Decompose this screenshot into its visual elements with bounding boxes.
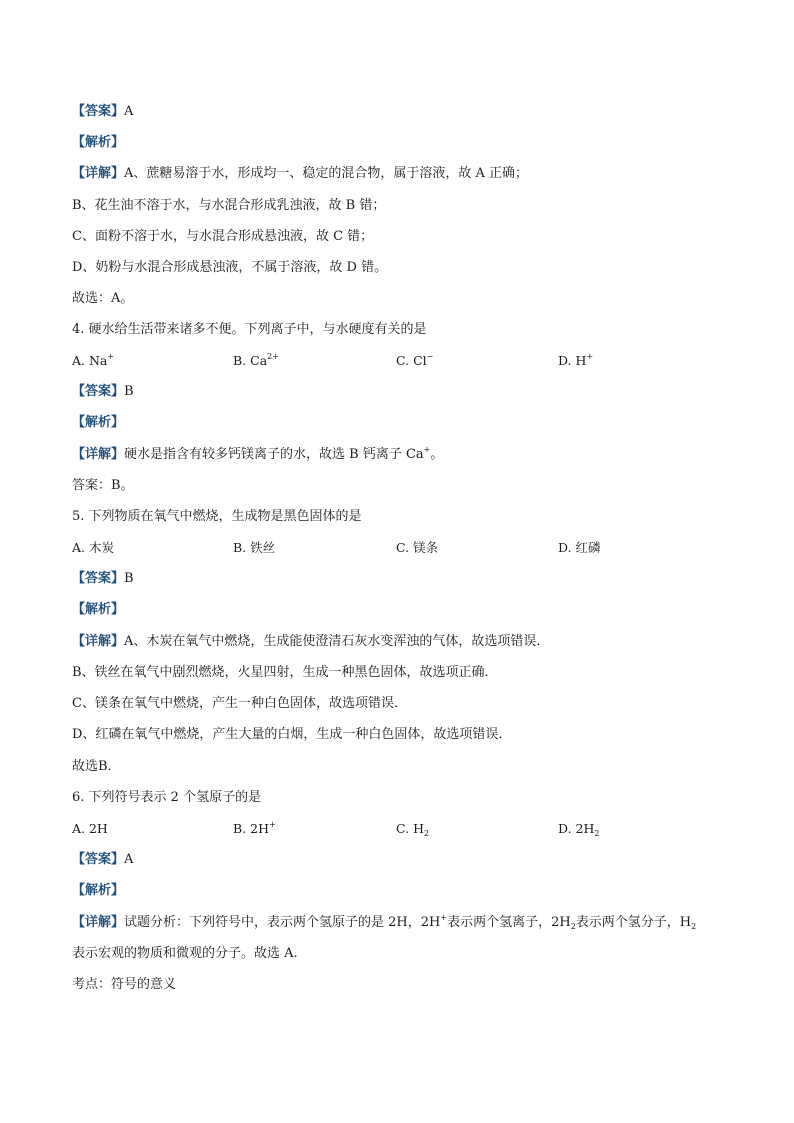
answer-value: A <box>124 852 134 867</box>
q6-option-d <box>558 820 599 838</box>
q4-conclusion: 答案：B。 <box>72 478 134 493</box>
q5-detail-d: D、红磷在氧气中燃烧，产生大量的白烟，生成一种白色固体，故选项错误． <box>72 727 512 742</box>
q5-option-c: C. 镁条 <box>396 540 439 555</box>
q3-answer-line <box>72 103 133 121</box>
q5-detail-b: B、铁丝在氧气中剧烈燃烧，火星四射，生成一种黑色固体，故选项正确． <box>72 665 498 680</box>
q4-analysis-heading <box>72 414 124 432</box>
q5-analysis-heading <box>72 601 124 619</box>
answer-value: B <box>124 384 134 399</box>
q3-analysis-heading <box>72 134 124 152</box>
q4-option-c <box>396 352 433 370</box>
superscript: 2+ <box>267 352 279 361</box>
q4-option-a <box>72 352 114 370</box>
superscript: − <box>426 352 434 361</box>
q6-detail-line1 <box>72 914 696 932</box>
answer-tag: 【答案】 <box>72 852 125 867</box>
answer-tag: 【答案】 <box>72 104 125 119</box>
q6-option-b <box>233 820 276 838</box>
superscript: + <box>440 913 448 922</box>
q5-detail-a <box>72 633 549 651</box>
detail-text: 硬水是指含有较多钙镁离子的水，故选 B 钙离子 Ca <box>124 447 424 462</box>
q4-answer-line <box>72 383 134 401</box>
option-text: D. 2H <box>558 821 595 836</box>
q6-option-a: A. 2H <box>72 821 108 836</box>
q5-conclusion: 故选B． <box>72 759 121 774</box>
q5-stem: 5. 下列物质在氧气中燃烧，生成物是黑色固体的是 <box>72 509 362 524</box>
answer-value: A <box>124 104 134 119</box>
q3-detail-d: D、奶粉与水混合形成悬浊液，不属于溶液，故 D 错。 <box>72 260 388 275</box>
q5-option-a: A. 木炭 <box>72 540 114 555</box>
option-text: C. Cl <box>396 353 427 368</box>
detail-tag: 【详解】 <box>72 634 125 649</box>
q6-detail-line2: 表示宏观的物质和微观的分子。故选 A. <box>72 946 298 961</box>
detail-end: 。 <box>430 447 444 462</box>
detail-text: 表示两个氢分子，H <box>575 915 692 930</box>
answer-tag: 【答案】 <box>72 384 125 399</box>
answer-tag: 【答案】 <box>72 571 125 586</box>
analysis-tag: 【解析】 <box>72 415 125 430</box>
detail-text: 试题分析：下列符号中，表示两个氢原子的是 2H，2H <box>124 915 441 930</box>
option-text: A. Na <box>72 353 108 368</box>
superscript: + <box>269 820 276 829</box>
option-text: B. 2H <box>233 821 269 836</box>
option-text: C. H <box>396 821 424 836</box>
option-text: B. Ca <box>233 353 268 368</box>
q3-detail-b: B、花生油不溶于水，与水混合形成乳浊液，故 B 错； <box>72 198 386 213</box>
detail-tag: 【详解】 <box>72 447 125 462</box>
q6-option-c <box>396 820 429 838</box>
superscript: + <box>107 352 115 361</box>
q6-stem: 6. 下列符号表示 2 个氢原子的是 <box>72 790 262 805</box>
analysis-tag: 【解析】 <box>72 135 125 150</box>
detail-text: 表示两个氢离子，2H <box>447 915 571 930</box>
q4-stem: 4. 硬水给生活带来诸多不便。下列离子中，与水硬度有关的是 <box>72 322 427 337</box>
q6-analysis-heading <box>72 882 124 900</box>
q3-detail-a <box>72 165 528 183</box>
answer-value: B <box>124 571 134 586</box>
subscript: 2 <box>594 829 600 838</box>
q4-option-b <box>233 352 279 370</box>
subscript: 2 <box>423 829 430 838</box>
subscript: 2 <box>691 922 697 931</box>
subscript: 2 <box>570 922 576 931</box>
q4-option-d <box>558 352 593 370</box>
superscript: + <box>586 352 594 361</box>
detail-tag: 【详解】 <box>72 915 125 930</box>
q6-answer-line <box>72 851 133 869</box>
q3-conclusion: 故选：A。 <box>72 291 134 306</box>
q5-answer-line <box>72 570 134 588</box>
q3-detail-c: C、面粉不溶于水，与水混合形成悬浊液，故 C 错； <box>72 229 374 244</box>
analysis-tag: 【解析】 <box>72 883 125 898</box>
detail-text: A、蔗糖易溶于水，形成均一、稳定的混合物，属于溶液，故 A 正确； <box>124 166 529 181</box>
q5-option-d: D. 红磷 <box>558 540 601 555</box>
analysis-tag: 【解析】 <box>72 602 125 617</box>
q6-knowledge-point: 考点：符号的意义 <box>72 977 177 992</box>
superscript: + <box>423 445 431 454</box>
option-text: D. H <box>558 353 587 368</box>
detail-tag: 【详解】 <box>72 166 125 181</box>
q4-detail <box>72 446 443 464</box>
detail-text: A、木炭在氧气中燃烧，生成能使澄清石灰水变浑浊的气体，故选项错误． <box>124 634 550 649</box>
q5-detail-c: C、镁条在氧气中燃烧，产生一种白色固体，故选项错误． <box>72 696 407 711</box>
q5-option-b: B. 铁丝 <box>233 540 276 555</box>
